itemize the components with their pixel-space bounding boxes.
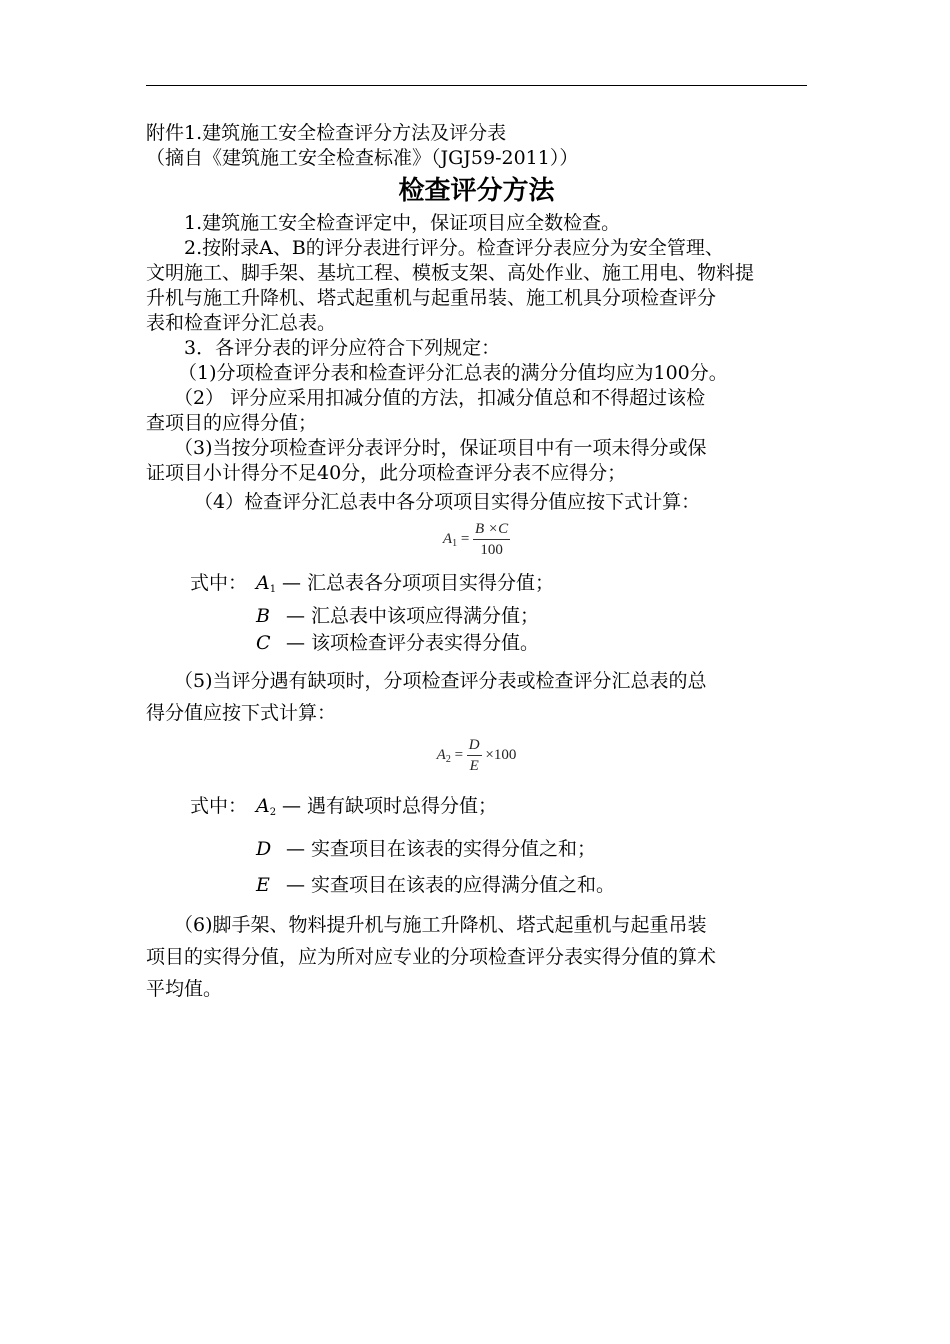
formula-1-lhs: A	[442, 530, 453, 547]
page-title: 检查评分方法	[398, 176, 555, 206]
rule-3-line: （3)当按分项检查评分表评分时，保证项目中有一项未得分或保	[174, 437, 707, 459]
rule-4: （4）检查评分汇总表中各分项项目实得分值应按下式计算：	[194, 491, 701, 513]
definition-text: — 汇总表中该项应得满分值；	[286, 605, 540, 627]
definition-row	[146, 630, 807, 657]
formula-1-denominator: 100	[480, 542, 503, 558]
definitions-label: 式中：	[190, 572, 248, 594]
formula-2-fraction	[467, 735, 482, 776]
definition-row	[146, 833, 807, 865]
rule-5-line: （5)当评分遇有缺项时，分项检查评分表或检查评分汇总表的总	[174, 670, 707, 692]
formula-2-factor: ×100	[485, 746, 517, 763]
definition-symbol-sub: 1	[269, 584, 277, 595]
definition-row	[146, 790, 807, 829]
rule-6-line: （6)脚手架、物料提升机与施工升降机、塔式起重机与起重吊装	[174, 914, 707, 936]
rule-6-line: 项目的实得分值，应为所对应专业的分项检查评分表实得分值的算术	[146, 946, 717, 968]
definition-symbol: B	[256, 605, 270, 627]
definitions-2	[146, 790, 807, 901]
rule-5-line: 得分值应按下式计算：	[146, 702, 337, 724]
paragraph-3: 3．各评分表的评分应符合下列规定：	[184, 337, 501, 359]
formula-2-lhs: A	[436, 746, 446, 763]
definition-symbol-sub: 2	[269, 807, 277, 818]
definition-text: — 实查项目在该表的应得满分值之和。	[286, 874, 616, 896]
paragraph-2-line: 表和检查评分汇总表。	[146, 312, 337, 334]
rule-2	[146, 386, 807, 436]
definition-row	[146, 570, 807, 603]
paragraph-1: 1.建筑施工安全检查评定中，保证项目应全数检查。	[184, 212, 621, 234]
formula-1-fraction	[473, 519, 510, 560]
document-body	[146, 121, 807, 1005]
definition-symbol: D	[256, 838, 272, 860]
rule-3	[146, 436, 807, 486]
formula-1	[146, 519, 807, 560]
rule-6-line: 平均值。	[146, 978, 223, 1000]
definition-row	[146, 603, 807, 630]
formula-2	[146, 735, 807, 776]
header-rule	[146, 85, 807, 86]
rule-2-line: （2） 评分应采用扣减分值的方法，扣减分值总和不得超过该检	[174, 387, 706, 409]
formula-1-lhs-sub: 1	[452, 537, 458, 549]
definition-symbol: C	[256, 632, 271, 654]
appendix-source: （摘自《建筑施工安全检查标准》（JGJ59-2011））	[146, 147, 579, 169]
formula-2-eq: =	[454, 746, 464, 763]
definitions-label: 式中：	[190, 795, 248, 817]
paragraph-2	[146, 236, 807, 336]
rule-2-line: 查项目的应得分值；	[146, 412, 318, 434]
definition-text: — 汇总表各分项项目实得分值；	[282, 572, 555, 594]
rule-6	[146, 909, 807, 1005]
formula-2-denominator: E	[469, 758, 479, 774]
definition-text: — 遇有缺项时总得分值；	[282, 795, 498, 817]
definition-symbol: E	[256, 874, 270, 896]
definition-text: — 实查项目在该表的实得分值之和；	[286, 838, 597, 860]
formula-2-numerator: D	[467, 735, 482, 756]
rule-5	[146, 665, 807, 729]
formula-1-numerator: B ×C	[473, 519, 510, 540]
appendix-title: 附件1.建筑施工安全检查评分方法及评分表	[146, 122, 507, 144]
definition-symbol: A	[256, 795, 270, 817]
rule-1: （1)分项检查评分表和检查评分汇总表的满分分值均应为100分。	[178, 362, 728, 384]
definition-row	[146, 869, 807, 901]
formula-1-eq: =	[460, 530, 470, 547]
rule-3-line: 证项目小计得分不足40分，此分项检查评分表不应得分；	[146, 462, 627, 484]
paragraph-2-line: 升机与施工升降机、塔式起重机与起重吊装、施工机具分项检查评分	[146, 287, 717, 309]
definitions-1	[146, 570, 807, 657]
paragraph-2-line: 文明施工、脚手架、基坑工程、模板支架、高处作业、施工用电、物料提	[146, 262, 755, 284]
definition-symbol: A	[256, 572, 270, 594]
definition-text: — 该项检查评分表实得分值。	[286, 632, 540, 654]
formula-2-lhs-sub: 2	[445, 753, 451, 765]
paragraph-2-line: 2.按附录A、B的评分表进行评分。检查评分表应分为安全管理、	[184, 237, 724, 259]
